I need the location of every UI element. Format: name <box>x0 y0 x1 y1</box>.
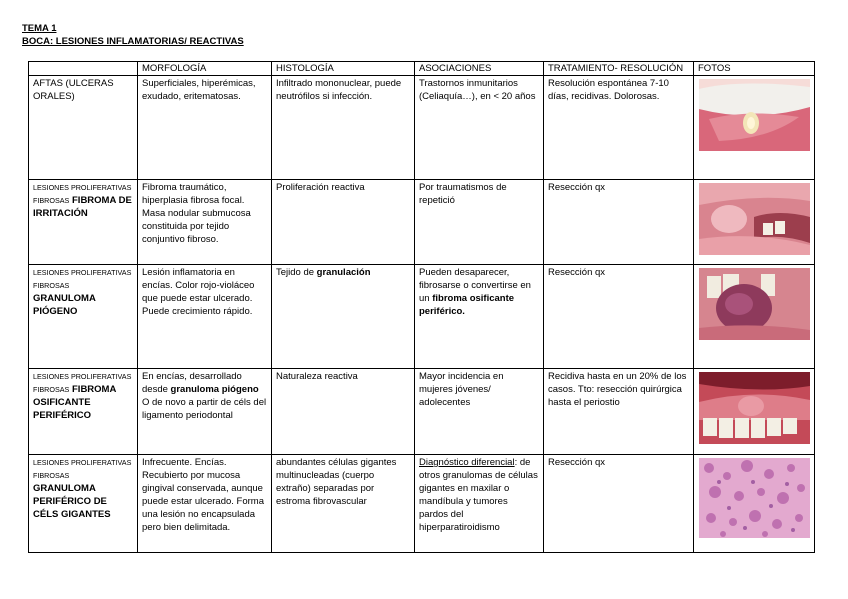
lesion-category: LESIONES PROLIFERATIVAS FIBROSAS <box>33 268 132 290</box>
header-asociaciones: ASOCIACIONES <box>415 62 544 76</box>
header-histologia: HISTOLOGÍA <box>272 62 415 76</box>
table-row <box>29 455 815 553</box>
lesion-title: FIBROMA DE IRRITACIÓN <box>33 195 132 219</box>
morfologia-text: En encías, desarrollado desde <box>142 371 242 395</box>
cell-morfologia: Fibroma traumático, hiperplasia fibrosa focal. Masa nodular submucosa constituida por tejido conjuntivo fibroso. <box>138 180 272 265</box>
topic-title: TEMA 1 <box>22 23 57 34</box>
histologia-bold: granulación <box>316 267 371 278</box>
fibroma-photo <box>699 183 810 255</box>
cell-asociaciones: Por traumatismos de repetició <box>415 180 544 265</box>
lesion-title: GRANULOMA PERIFÉRICO DE CÉLS GIGANTES <box>33 483 111 520</box>
cell-histologia: Infiltrado mononuclear, puede neutrófilos si infección. <box>272 76 415 180</box>
table-row <box>29 369 815 455</box>
cell-asociaciones <box>415 455 544 553</box>
cell-tratamiento: Resección qx <box>544 265 694 369</box>
cell-asociaciones <box>415 265 544 369</box>
asociaciones-bold: fibroma osificante periférico. <box>419 293 515 317</box>
asociaciones-text: : de otros granulomas de células gigantes en maxilar o mandíbula y tumores pardos del hiperparatiroidismo <box>419 457 538 533</box>
lesion-title: FIBROMA OSIFICANTE PERIFÉRICO <box>33 384 116 421</box>
lesion-name <box>29 455 138 553</box>
lesion-category: LESIONES PROLIFERATIVAS FIBROSAS <box>33 458 132 480</box>
histology-photo <box>699 458 810 538</box>
cell-tratamiento: Resección qx <box>544 455 694 553</box>
header-fotos: FOTOS <box>694 62 815 76</box>
lesion-category: LESIONES PROLIFERATIVAS FIBROSAS <box>33 372 132 394</box>
cell-foto <box>694 76 815 180</box>
cell-morfologia: Superficiales, hiperémicas, exudado, eritematosas. <box>138 76 272 180</box>
cell-morfologia: Infrecuente. Encías. Recubierto por mucosa gingival conservada, aunque puede estar ulcerado. Forma una lesión no encapsulada pero bien delimitada. <box>138 455 272 553</box>
asociaciones-underlined: Diagnóstico diferencial <box>419 457 515 468</box>
cell-morfologia <box>138 369 272 455</box>
gum-lesion-photo <box>699 372 810 444</box>
histologia-text: Tejido de <box>276 267 317 278</box>
cell-tratamiento: Resolución espontánea 7-10 días, recidivas. Dolorosas. <box>544 76 694 180</box>
lesion-title: GRANULOMA PIÓGENO <box>33 293 96 317</box>
cell-tratamiento: Resección qx <box>544 180 694 265</box>
cell-histologia <box>272 265 415 369</box>
document-heading <box>22 22 244 48</box>
morfologia-text-post: O de novo a partir de céls del ligamento periodontal <box>142 397 267 421</box>
lesion-name <box>29 265 138 369</box>
asociaciones-text: Pueden desaparecer, fibrosarse o convertirse en un <box>419 267 531 304</box>
cell-asociaciones: Trastornos inmunitarios (Celiaquía…), en < 20 años <box>415 76 544 180</box>
table-row <box>29 76 815 180</box>
header-tratamiento: TRATAMIENTO- RESOLUCIÓN <box>544 62 694 76</box>
ulcer-photo <box>699 79 810 151</box>
cell-foto <box>694 455 815 553</box>
granuloma-photo <box>699 268 810 340</box>
lesion-category: LESIONES PROLIFERATIVAS FIBROSAS <box>33 183 132 205</box>
section-title: BOCA: LESIONES INFLAMATORIAS/ REACTIVAS <box>22 36 244 47</box>
lesion-name: AFTAS (ULCERAS ORALES) <box>29 76 138 180</box>
cell-morfologia: Lesión inflamatoria en encías. Color rojo-violáceo que puede estar ulcerado. Puede crecimiento rápido. <box>138 265 272 369</box>
table-row <box>29 180 815 265</box>
cell-foto <box>694 180 815 265</box>
cell-foto <box>694 265 815 369</box>
header-morfologia: MORFOLOGÍA <box>138 62 272 76</box>
cell-foto <box>694 369 815 455</box>
table-row <box>29 265 815 369</box>
header-name <box>29 62 138 76</box>
lesion-name <box>29 180 138 265</box>
cell-histologia: Proliferación reactiva <box>272 180 415 265</box>
cell-histologia: abundantes células gigantes multinucleadas (cuerpo extraño) separadas por estroma fibrovascular <box>272 455 415 553</box>
cell-histologia: Naturaleza reactiva <box>272 369 415 455</box>
lesion-name <box>29 369 138 455</box>
cell-asociaciones: Mayor incidencia en mujeres jóvenes/ adolecentes <box>415 369 544 455</box>
morfologia-bold: granuloma piógeno <box>170 384 259 395</box>
table-header-row <box>29 62 815 76</box>
lesions-table <box>28 61 815 553</box>
cell-tratamiento: Recidiva hasta en un 20% de los casos. Tto: resección quirúrgica hasta el periostio <box>544 369 694 455</box>
